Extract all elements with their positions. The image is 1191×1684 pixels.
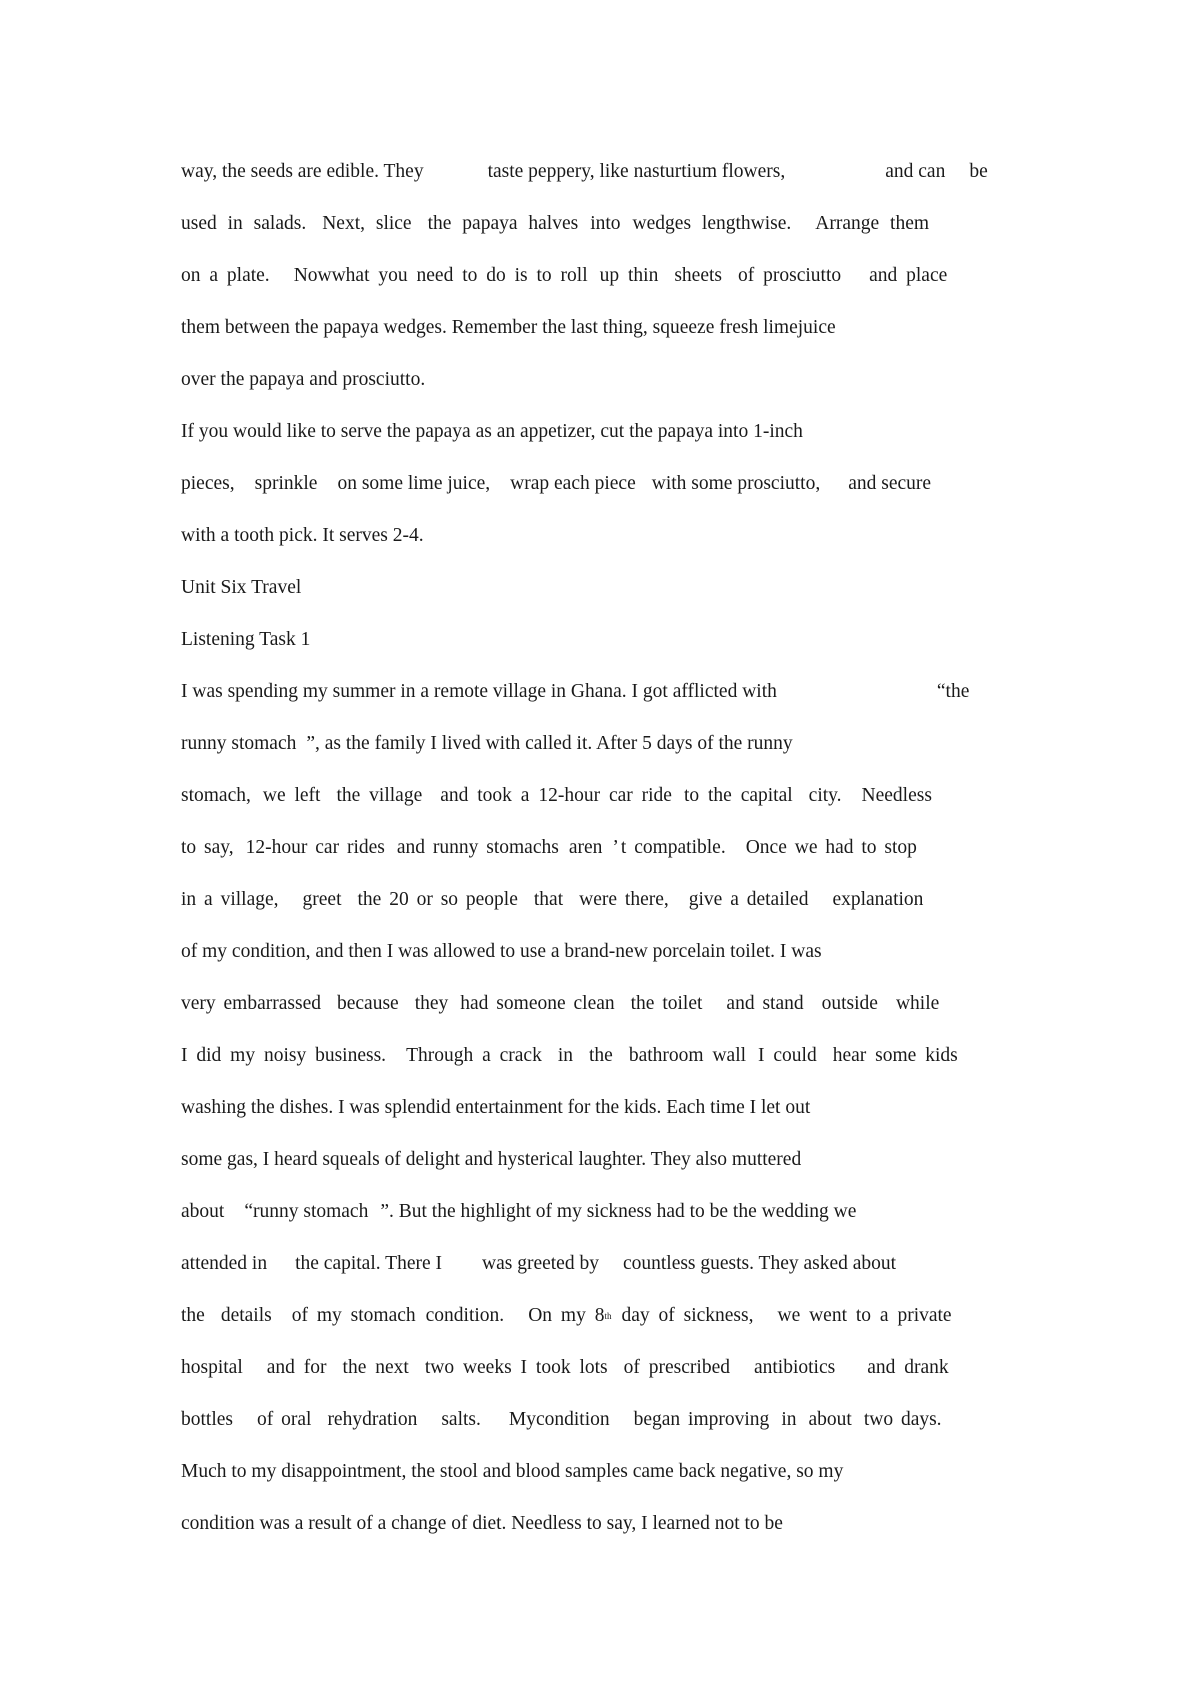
text-segment: of my stomach <box>291 1305 416 1326</box>
text-segment: began improving <box>633 1409 770 1430</box>
text-segment: sprinkle <box>254 473 318 494</box>
text-segment: about <box>181 1201 225 1222</box>
text-segment: about <box>808 1409 852 1430</box>
text-line <box>181 1150 801 1170</box>
text-segment: the village <box>336 785 423 806</box>
text-line <box>181 1514 783 1534</box>
text-segment: way, the seeds are edible. They <box>181 161 424 182</box>
text-segment: to say, <box>181 837 234 858</box>
text-segment: Unit Six Travel <box>181 577 302 598</box>
text-line <box>181 682 969 702</box>
text-segment: very embarrassed <box>181 993 321 1014</box>
text-segment: Nowwhat you need to do is to roll <box>293 265 588 286</box>
text-segment: the <box>589 1045 613 1066</box>
text-segment: the capital. There I <box>295 1253 442 1274</box>
text-segment: Arrange them <box>815 213 930 234</box>
text-line <box>181 318 836 338</box>
text-line <box>181 370 425 390</box>
text-segment: countless guests. They asked about <box>622 1253 897 1274</box>
text-segment: up thin <box>599 265 659 286</box>
text-segment: sheets <box>674 265 722 286</box>
text-segment: condition. <box>425 1305 505 1326</box>
text-segment: some gas, I heard squeals of delight and hysterical laughter. They also muttered <box>181 1149 802 1170</box>
text-line <box>181 890 923 910</box>
text-segment: city. <box>808 785 842 806</box>
text-segment: had someone clean <box>460 993 615 1014</box>
text-segment: to the capital <box>683 785 793 806</box>
text-segment: they <box>414 993 449 1014</box>
text-segment: pieces, <box>181 473 235 494</box>
text-segment: over the papaya and prosciutto. <box>181 369 426 390</box>
text-segment: and can <box>885 161 946 182</box>
text-segment: details <box>220 1305 272 1326</box>
text-line <box>181 1202 856 1222</box>
text-segment: of oral <box>257 1409 312 1430</box>
text-segment: bottles <box>181 1409 233 1430</box>
text-segment: be <box>969 161 988 182</box>
text-segment: Once we had to stop <box>745 837 917 858</box>
text-segment: aren <box>568 837 603 858</box>
text-segment: used in salads. <box>181 213 307 234</box>
text-segment: If you would like to serve the papaya as an appetizer, cut the papaya into 1-inch <box>181 421 803 442</box>
text-segment: of my condition, and then I was allowed to use a brand-new porcelain toilet. I was <box>181 941 822 962</box>
text-segment: outside <box>821 993 878 1014</box>
text-line <box>181 1046 958 1066</box>
text-segment: I was spending my summer in a remote village in Ghana. I got afflicted with <box>181 681 777 702</box>
text-line <box>181 838 917 858</box>
text-segment: in a village, <box>181 889 279 910</box>
text-line <box>181 1098 810 1118</box>
text-segment: Needless <box>861 785 932 806</box>
text-line <box>181 786 932 806</box>
text-segment: I could <box>758 1045 817 1066</box>
text-segment: of prescribed <box>623 1357 730 1378</box>
text-segment: while <box>895 993 940 1014</box>
text-segment: give a detailed <box>688 889 809 910</box>
text-segment: “runny stomach <box>244 1201 369 1222</box>
text-segment: we went to a private <box>777 1305 952 1326</box>
text-segment: were there, <box>579 889 669 910</box>
text-segment: On my 8 <box>528 1305 605 1326</box>
text-line <box>181 1254 896 1274</box>
text-segment: Next, slice <box>322 213 412 234</box>
text-segment: stomach, <box>181 785 251 806</box>
text-line <box>181 994 939 1014</box>
text-segment: the papaya halves <box>427 213 579 234</box>
text-segment: wrap each piece <box>510 473 636 494</box>
text-segment: salts. <box>441 1409 481 1430</box>
text-line <box>181 422 803 442</box>
text-segment: and took a 12-hour car ride <box>440 785 672 806</box>
text-segment: the next <box>342 1357 409 1378</box>
text-segment: two days. <box>863 1409 942 1430</box>
text-segment: wedges lengthwise. <box>632 213 792 234</box>
text-segment: and runny stomachs <box>396 837 559 858</box>
text-segment: runny stomach <box>181 733 297 754</box>
text-segment: we left <box>262 785 321 806</box>
text-segment: ”. But the highlight of my sickness had to be the wedding we <box>380 1201 857 1222</box>
text-segment: taste peppery, like nasturtium flowers, <box>487 161 786 182</box>
text-segment: and place <box>869 265 948 286</box>
text-segment: in <box>781 1409 797 1430</box>
ordinal-suffix: th <box>604 1311 612 1321</box>
text-segment: and for <box>266 1357 327 1378</box>
text-line <box>181 734 793 754</box>
text-segment: ’ <box>612 837 619 858</box>
section-subheading <box>181 630 310 650</box>
text-segment: two weeks I took lots <box>424 1357 608 1378</box>
text-segment: condition was a result of a change of diet. Needless to say, I learned not to be <box>181 1513 783 1534</box>
text-segment: that <box>533 889 564 910</box>
text-segment: with a tooth pick. It serves 2-4. <box>181 525 424 546</box>
text-line <box>181 1306 952 1326</box>
text-segment: was greeted by <box>482 1253 599 1274</box>
text-line <box>181 1462 843 1482</box>
text-line <box>181 266 947 286</box>
text-segment: on a plate. <box>181 265 270 286</box>
text-segment: Listening Task 1 <box>181 629 311 650</box>
text-segment: greet <box>302 889 342 910</box>
text-line <box>181 214 929 234</box>
text-segment: day of sickness, <box>621 1305 754 1326</box>
text-segment: t compatible. <box>620 837 726 858</box>
text-segment: into <box>590 213 621 234</box>
text-segment: I did my noisy business. <box>181 1045 387 1066</box>
text-line <box>181 526 424 546</box>
text-segment: Mycondition <box>508 1409 610 1430</box>
text-segment: on some lime juice, <box>337 473 491 494</box>
text-segment: Through a crack <box>406 1045 542 1066</box>
text-segment: rehydration <box>327 1409 418 1430</box>
text-segment: ”, as the family I lived with called it. After 5 days of the runny <box>306 733 793 754</box>
text-segment: of prosciutto <box>738 265 842 286</box>
text-line <box>181 942 822 962</box>
text-line <box>181 474 931 494</box>
section-heading <box>181 578 301 598</box>
text-segment: the toilet <box>630 993 703 1014</box>
text-segment: bathroom wall <box>628 1045 747 1066</box>
text-segment: them between the papaya wedges. Remember the last thing, squeeze fresh limejuice <box>181 317 836 338</box>
text-segment: with some prosciutto, <box>651 473 821 494</box>
text-segment: the 20 or so people <box>357 889 518 910</box>
text-segment: explanation <box>832 889 924 910</box>
text-segment: because <box>336 993 399 1014</box>
text-segment: antibiotics <box>753 1357 836 1378</box>
text-segment: “the <box>936 681 970 702</box>
text-line <box>181 1410 942 1430</box>
text-segment: washing the dishes. I was splendid entertainment for the kids. Each time I let out <box>181 1097 811 1118</box>
text-segment: attended in <box>181 1253 268 1274</box>
text-segment: hospital <box>181 1357 243 1378</box>
text-segment: hear some kids <box>832 1045 958 1066</box>
text-segment: 12-hour car rides <box>245 837 385 858</box>
text-segment: in <box>557 1045 574 1066</box>
text-line <box>181 162 988 182</box>
text-segment: and stand <box>726 993 804 1014</box>
text-segment: Much to my disappointment, the stool and blood samples came back negative, so my <box>181 1461 844 1482</box>
text-segment: the <box>181 1305 205 1326</box>
text-line <box>181 1358 949 1378</box>
text-segment: and secure <box>848 473 932 494</box>
text-segment: and drank <box>867 1357 949 1378</box>
